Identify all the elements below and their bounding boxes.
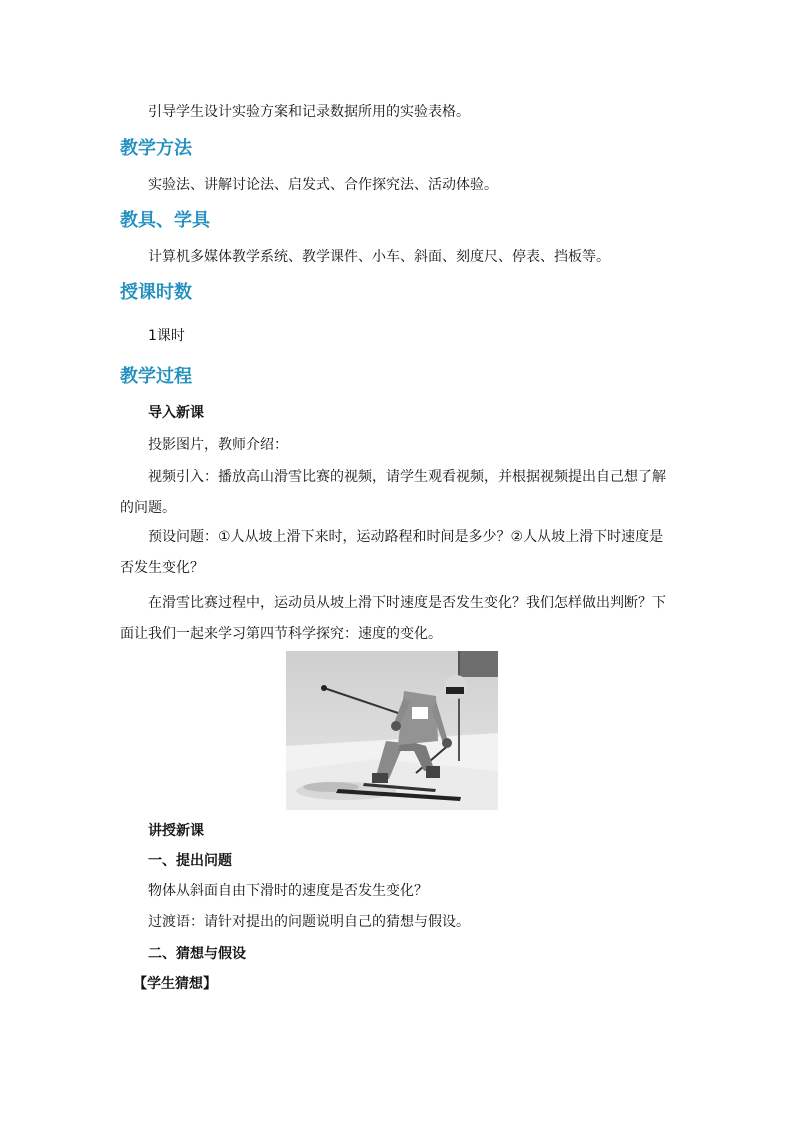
new-lesson-heading: 讲授新课 <box>148 823 204 839</box>
section-1-heading: 一、提出问题 <box>148 853 232 869</box>
section-2-heading: 二、猜想与假设 <box>148 946 246 962</box>
intro-lesson-heading: 导入新课 <box>148 405 204 421</box>
student-guess-label: 【学生猜想】 <box>133 976 217 992</box>
tools-paragraph: 计算机多媒体教学系统、教学课件、小车、斜面、刻度尺、停表、挡板等。 <box>148 249 610 265</box>
intro-lesson-p1: 投影图片，教师介绍： <box>148 437 288 453</box>
transition-text: 过渡语：请针对提出的问题说明自己的猜想与假设。 <box>148 914 470 930</box>
skier-illustration <box>286 651 498 810</box>
hours-paragraph: 1课时 <box>148 328 185 344</box>
skier-photo <box>286 651 498 810</box>
section-heading-process: 教学过程 <box>120 366 192 387</box>
intro-lesson-p4: 在滑雪比赛过程中，运动员从坡上滑下时速度是否发生变化？我们怎样做出判断？下面让我们一起来学习第四节科学探究：速度的变化。 <box>120 595 666 642</box>
methods-paragraph: 实验法、讲解讨论法、启发式、合作探究法、活动体验。 <box>148 177 498 193</box>
intro-lesson-p3: 预设问题：①人从坡上滑下来时，运动路程和时间是多少？②人从坡上滑下时速度是否发生变化？ <box>120 529 664 576</box>
section-heading-tools: 教具、学具 <box>120 210 210 231</box>
section-heading-hours: 授课时数 <box>120 282 192 303</box>
section-heading-methods: 教学方法 <box>120 138 192 159</box>
intro-lesson-p2: 视频引入：播放高山滑雪比赛的视频，请学生观看视频，并根据视频提出自己想了解的问题。 <box>120 469 666 516</box>
intro-paragraph: 引导学生设计实验方案和记录数据所用的实验表格。 <box>148 104 470 120</box>
section-1-text: 物体从斜面自由下滑时的速度是否发生变化？ <box>148 883 428 899</box>
